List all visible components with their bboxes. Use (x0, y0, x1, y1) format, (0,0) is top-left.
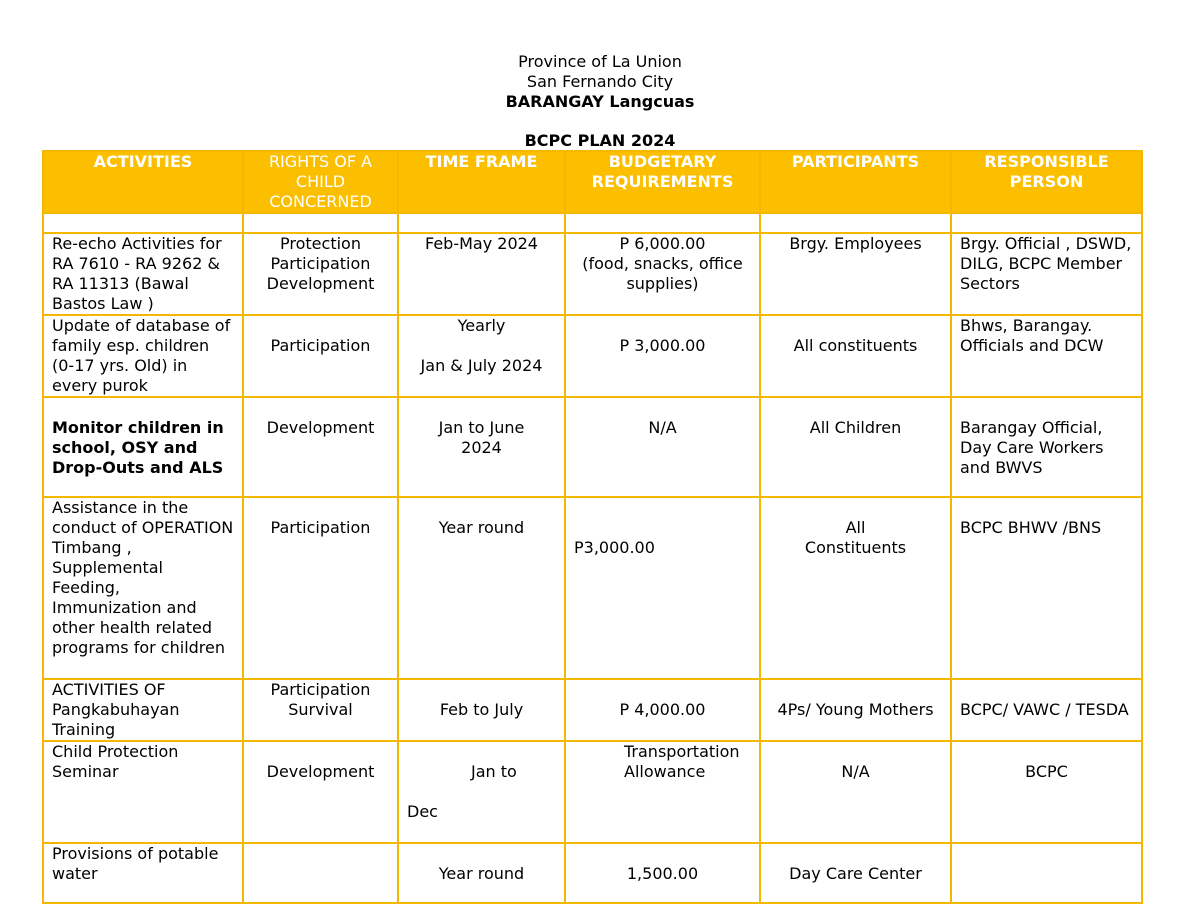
budget-cell: Transportation Allowance (565, 741, 760, 843)
table-row (43, 315, 1142, 397)
time-cell: Jan to June 2024 (398, 397, 565, 497)
table-row (43, 741, 1142, 843)
activity-cell: Monitor children in school, OSY and Drop-Outs and ALS (43, 397, 243, 497)
responsible-cell: Bhws, Barangay. Officials and DCW (951, 315, 1142, 397)
col-header-budget: BUDGETARY REQUIREMENTS (565, 151, 760, 213)
time-cell (398, 741, 565, 843)
budget-cell: P3,000.00 (565, 497, 760, 679)
time-line-1: Yearly (457, 316, 506, 335)
time-cell: Feb-May 2024 (398, 233, 565, 315)
rights-cell: Development (243, 741, 398, 843)
time-cell: Feb to July (398, 679, 565, 741)
rights-cell (243, 843, 398, 903)
spacer-row (43, 213, 1142, 233)
participants-cell: 4Ps/ Young Mothers (760, 679, 951, 741)
participants-cell: Day Care Center (760, 843, 951, 903)
province-line: Province of La Union (518, 52, 682, 71)
col-header-responsible: RESPONSIBLE PERSON (951, 151, 1142, 213)
spacer-cell (565, 213, 760, 233)
budget-cell: P 6,000.00 (food, snacks, office supplies) (565, 233, 760, 315)
spacer-cell (760, 213, 951, 233)
rights-cell: Participation Survival (243, 679, 398, 741)
responsible-cell: Brgy. Official , DSWD, DILG, BCPC Member Sectors (951, 233, 1142, 315)
participants-cell: N/A (760, 741, 951, 843)
table-row (43, 679, 1142, 741)
time-cell: Year round (398, 497, 565, 679)
spacer-cell (951, 213, 1142, 233)
responsible-cell: BCPC BHWV /BNS (951, 497, 1142, 679)
participants-cell: All Constituents (760, 497, 951, 679)
budget-cell: 1,500.00 (565, 843, 760, 903)
time-line-2: Jan & July 2024 (420, 356, 543, 375)
responsible-cell (951, 843, 1142, 903)
col-header-participants: PARTICIPANTS (760, 151, 951, 213)
budget-cell: P 3,000.00 (565, 315, 760, 397)
barangay-line: BARANGAY Langcuas (505, 92, 695, 111)
budget-cell: N/A (565, 397, 760, 497)
table-header-row (43, 151, 1142, 213)
table-row (43, 497, 1142, 679)
responsible-cell: BCPC/ VAWC / TESDA (951, 679, 1142, 741)
rights-cell: Participation (243, 497, 398, 679)
participants-cell: All constituents (760, 315, 951, 397)
rights-cell: Protection Participation Development (243, 233, 398, 315)
col-header-time-frame: TIME FRAME (398, 151, 565, 213)
activity-cell: Update of database of family esp. children (0-17 yrs. Old) in every purok (43, 315, 243, 397)
spacer-cell (398, 213, 565, 233)
activity-cell: Child Protection Seminar (43, 741, 243, 843)
time-fragment: Jan to (471, 762, 517, 781)
col-header-activities: ACTIVITIES (43, 151, 243, 213)
responsible-cell: BCPC (951, 741, 1142, 843)
table-row (43, 397, 1142, 497)
spacer-cell (243, 213, 398, 233)
activity-cell: Assistance in the conduct of OPERATION Timbang , Supplemental Feeding, Immunization and other health related programs for children (43, 497, 243, 679)
table-row (43, 843, 1142, 903)
col-header-rights: RIGHTS OF A CHILD CONCERNED (243, 151, 398, 213)
participants-cell: All Children (760, 397, 951, 497)
rights-cell: Participation (243, 315, 398, 397)
city-line: San Fernando City (526, 72, 674, 91)
time-cell (398, 315, 565, 397)
plan-table (42, 150, 1143, 904)
document-header (0, 52, 1200, 112)
activity-cell: Provisions of potable water (43, 843, 243, 903)
time-cell: Year round (398, 843, 565, 903)
table-row (43, 233, 1142, 315)
rights-cell: Development (243, 397, 398, 497)
participants-cell: Brgy. Employees (760, 233, 951, 315)
time-fragment: Dec (407, 802, 438, 821)
spacer-cell (43, 213, 243, 233)
activity-cell: Re-echo Activities for RA 7610 - RA 9262 & RA 11313 (Bawal Bastos Law ) (43, 233, 243, 315)
plan-title: BCPC PLAN 2024 (524, 131, 676, 150)
activity-cell: ACTIVITIES OF Pangkabuhayan Training (43, 679, 243, 741)
responsible-cell: Barangay Official, Day Care Workers and BWVS (951, 397, 1142, 497)
budget-cell: P 4,000.00 (565, 679, 760, 741)
